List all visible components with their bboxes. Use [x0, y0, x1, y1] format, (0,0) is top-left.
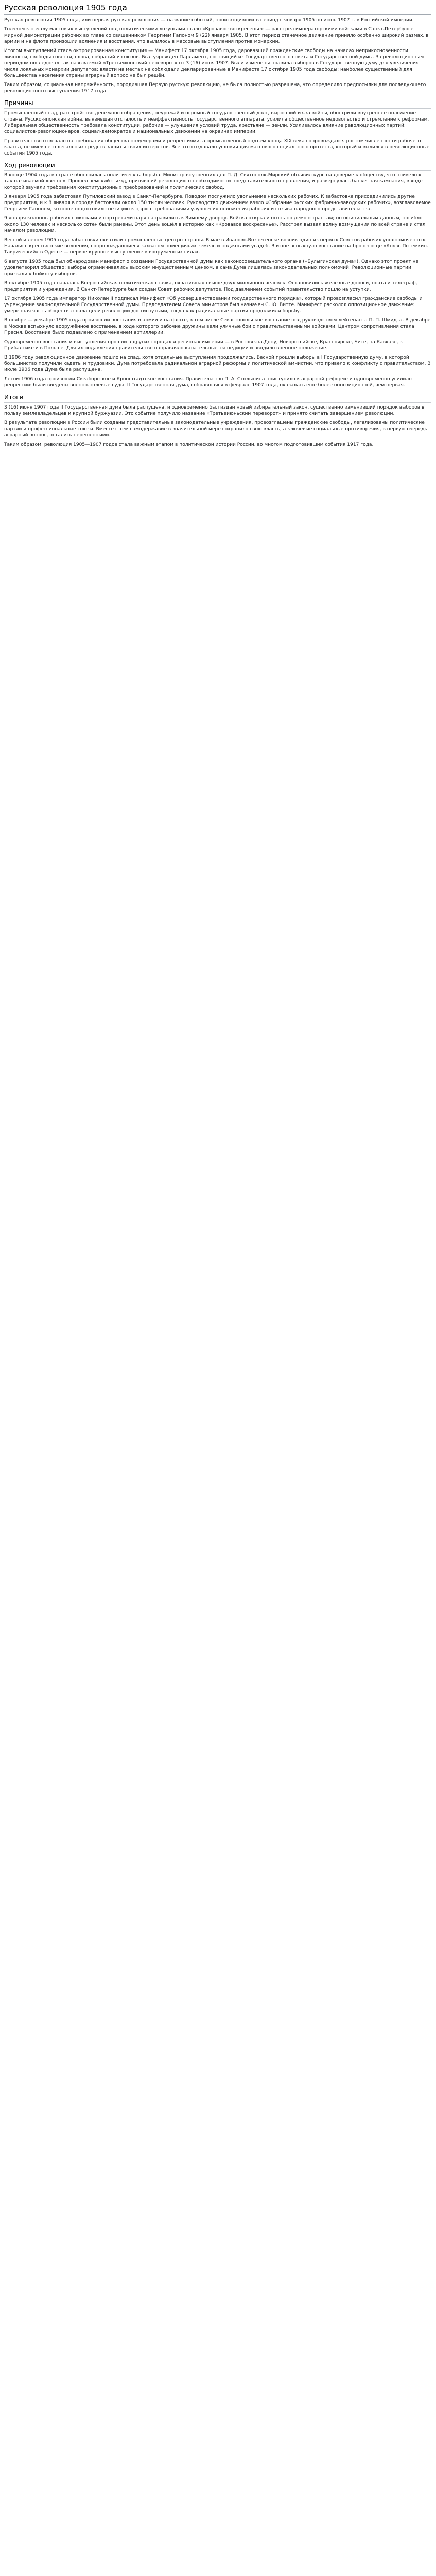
section-causes [4, 99, 431, 157]
section-paragraph: В ноябре — декабре 1905 года произошли восстания в армии и на флоте, в том числе Севастопольское восстание под руководством лейтенанта П. П. Шмидта. В декабре в Москве вспыхнуло вооружённое восстание, в ходе которого рабочие дружины вели уличные бои с правительственными войсками. Центром сопротивления стала Пресня. Восстание было подавлено с применением артиллерии. [4, 318, 431, 336]
intro-paragraph-4: Таким образом, социальная напряжённость, породившая Первую русскую революцию, не была полностью разрешена, что определило предпосылки для последующего революционного выступления 1917 года. [4, 82, 426, 94]
section-paragraph: В 1906 году революционное движение пошло на спад, хотя отдельные выступления продолжались. Весной прошли выборы в I Государственную думу, в которой большинство получили кадеты и трудовики. Дума потребовала радикальной аграрной реформы и политической амнистии, что привело к конфликту с правительством. В июле 1906 года Дума была распущена. [4, 355, 431, 373]
intro-paragraph-2: Толчком к началу массовых выступлений под политическими лозунгами стало «Кровавое воскресенье» — расстрел императорскими войсками в Санкт-Петербурге мирной демонстрации рабочих во главе со священником Георгием Гапоном 9 (22) января 1905. В этот период стачечное движение приняло особенно широкий размах, в армии и на флоте произошли волнения и восстания, что вылилось в массовые выступления против монархии. [4, 26, 429, 44]
section-paragraph: В результате революции в России были созданы представительные законодательные учреждения, провозглашены гражданские свободы, легализованы политические партии и профессиональные союзы. Вместе с тем самодержавие в значительной мере сохранило свою власть, а ключевые социальные противоречия, в первую очередь аграрный вопрос, остались нерешёнными. [4, 420, 427, 438]
page-title: Русская революция 1905 года [4, 3, 431, 15]
intro-paragraph-1: Русская революция 1905 года, или первая русская революция — название событий, происходивших в период с января 1905 по июнь 1907 г. в Российской империи. [4, 17, 414, 23]
intro [4, 17, 431, 94]
section-paragraph: 6 августа 1905 года был обнародован манифест о создании Государственной думы как законосовещательного органа («Булыгинская дума»). Однако этот проект не удовлетворил общество: выборы ограничивались высоким имущественным цензом, а сама Дума лишалась законодательных полномочий. Революционные партии призвали к бойкоту выборов. [4, 259, 419, 277]
article [0, 0, 436, 457]
section-paragraph: 17 октября 1905 года император Николай II подписал Манифест «Об усовершенствовании государственного порядка», который провозгласил гражданские свободы и учреждение законодательной Государственной думы. Председателем Совета министров был назначен С. Ю. Витте. Манифест расколол оппозиционное движение: умеренная часть общества сочла цели революции достигнутыми, тогда как радикальные партии продолжили борьбу. [4, 296, 423, 314]
section-paragraph: 3 (16) июня 1907 года II Государственная дума была распущена, и одновременно был издан новый избирательный закон, существенно изменивший порядок выборов в пользу землевладельцев и крупной буржуазии. Это событие получило название «Третьеиюньский переворот» и принято считать завершением революции. [4, 405, 425, 417]
section-paragraph: Летом 1906 года произошли Свеаборгское и Кронштадтское восстания. Правительство П. А. Столыпина приступило к аграрной реформе и одновременно усилило репрессии: были введены военно-полевые суды. II Государственная дума, собравшаяся в феврале 1907 года, оказалась ещё более оппозиционной, чем первая. [4, 377, 412, 388]
section-results [4, 394, 431, 448]
section-course [4, 162, 431, 389]
section-paragraph: Таким образом, революция 1905—1907 годов стала важным этапом в политической истории России, во многом подготовившим события 1917 года. [4, 442, 374, 448]
section-paragraph: Одновременно восстания и выступления прошли в других городах и регионах империи — в Ростове-на-Дону, Новороссийске, Красноярске, Чите, на Кавказе, в Прибалтике и в Польше. Для их подавления правительство направляло карательные экспедиции и вводило военное положение. [4, 340, 403, 351]
section-heading: Причины [4, 99, 431, 109]
section-heading: Ход революции [4, 162, 431, 171]
section-paragraph: Весной и летом 1905 года забастовки охватили промышленные центры страны. В мае в Иваново-Вознесенске возник один из первых Советов рабочих уполномоченных. Начались крестьянские волнения, сопровождавшиеся захватом помещичьих земель и поджогами усадеб. В июне вспыхнуло восстание на броненосце «Князь Потёмкин-Таврический» в Одессе — первое крупное выступление в вооружённых силах. [4, 238, 429, 256]
section-paragraph: 9 января колонны рабочих с иконами и портретами царя направились к Зимнему дворцу. Войска открыли огонь по демонстрантам; по официальным данным, погибло около 130 человек и несколько сотен были ранены. Этот день вошёл в историю как «Кровавое воскресенье». Расстрел вызвал волну возмущения по всей стране и стал началом революции. [4, 216, 426, 234]
intro-paragraph-3: Итогом выступлений стала октроированная конституция — Манифест 17 октября 1905 года, даровавший гражданские свободы на началах неприкосновенности личности, свободы совести, слова, собраний и союзов. Был учреждён Парламент, состоящий из Государственного совета и Государственной думы. За революционным периодом последовал так называемый «Третьеиюньский переворот» от 3 (16) июня 1907. Были изменены правила выборов в Государственную думу для увеличения числа лояльных монархии депутатов; власти на местах не соблюдали декларированные в Манифесте 17 октября 1905 года свободы; наиболее существенный для большинства населения страны аграрный вопрос не был решён. [4, 48, 424, 78]
section-paragraph: Промышленный спад, расстройство денежного обращения, неурожай и огромный государственный долг, выросший из-за войны, обострили внутреннее положение страны. Русско-японская война, выявившая отсталость и неэффективность государственного аппарата, усилила общественное недовольство и стремление к реформам. Либеральная общественность требовала конституции, рабочие — улучшения условий труда, крестьяне — земли. Усиливалось влияние революционных партий: социалистов-революционеров, социал-демократов и национальных движений на окраинах империи. [4, 110, 429, 134]
section-paragraph: В конце 1904 года в стране обострилась политическая борьба. Министр внутренних дел П. Д. Святополк-Мирский объявил курс на доверие к обществу, что привело к так называемой «весне». Прошёл земский съезд, принявший резолюцию о необходимости представительного правления, и развернулась банкетная кампания, в ходе которой звучали требования конституционных преобразований и политических свобод. [4, 173, 423, 191]
section-paragraph: Правительство отвечало на требования общества полумерами и репрессиями, а промышленный подъём конца XIX века сопровождался ростом численности рабочего класса, не имевшего легальных средств защиты своих интересов. Всё это создавало условия для массового социального протеста, который и вылился в революционные события 1905 года. [4, 138, 430, 156]
section-paragraph: В октябре 1905 года началась Всероссийская политическая стачка, охватившая свыше двух миллионов человек. Остановились железные дороги, почта и телеграф, предприятия и учреждения. В Санкт-Петербурге был создан Совет рабочих депутатов. Под давлением событий правительство пошло на уступки. [4, 281, 417, 293]
section-heading: Итоги [4, 394, 431, 403]
section-paragraph: 3 января 1905 года забастовал Путиловский завод в Санкт-Петербурге. Поводом послужило увольнение нескольких рабочих. К забастовке присоединились другие предприятия, и к 8 января в городе бастовали около 150 тысяч человек. Руководство движением взяло «Собрание русских фабрично-заводских рабочих», возглавляемое Георгием Гапоном, которое подготовило петицию к царю с требованиями улучшения положения рабочих и созыва народного представительства. [4, 194, 431, 212]
